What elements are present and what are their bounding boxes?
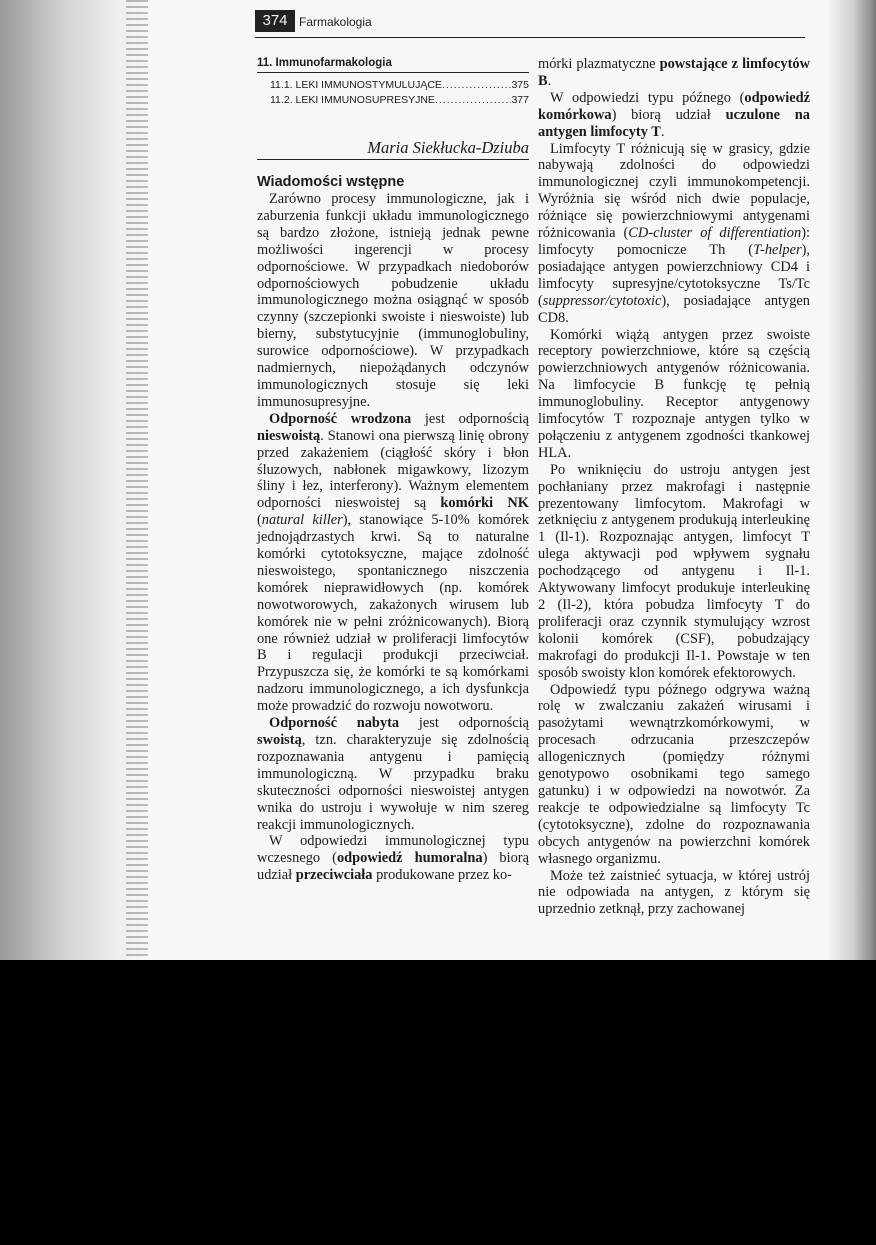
body-text: mórki plazmatyczne xyxy=(538,56,660,72)
body-text: ): limfocyty pomocnicze Th ( xyxy=(538,225,810,258)
paragraph xyxy=(538,462,810,682)
italic-term: T-helper xyxy=(753,241,802,258)
paragraph xyxy=(257,715,529,833)
body-text: Odpowiedź typu późnego odgrywa ważną rolę w zwalczaniu zakażeń wirusami i pasożytami wewnątrzkomórkowymi, w procesach odrzucania przeszczepów allogenicznych (pomiędzy różnymi genotypowo osobnikami tego samego gatunku) i w odpowiedzi na nowotwór. Za reakcje te odpowiedzialne są limfocyty Tc (cytotoksyczne), zdolne do rozpoznawania obcych antygenów na powierzchni komórek własnego organizmu. xyxy=(538,681,810,867)
body-text: Po wniknięciu do ustroju antygen jest pochłaniany przez makrofagi i następnie prezentowany limfocytom. Makrofagi w zetknięciu z antygenem produkują interleukinę 1 (Il-1). Rozpoznając antygen, limfocyt T ulega aktywacji pod wpływem sygnału pochodzącego od antygenu i Il-1. Aktywowany limfocyt produkuje interleukinę 2 (Il-2), która pobudza limfocyty T do proliferacji oraz czynnik stymulujący wzrost kolonii komórek (CSF), pobudzający makrofagi do produkcji Il-1. Powstaje w ten sposób swoisty klon komórek efektorowych. xyxy=(538,461,810,681)
body-text: jest odpornością xyxy=(411,410,529,427)
toc-label: 11.2. LEKI IMMUNOSUPRESYJNE xyxy=(270,94,435,106)
body-text: ) biorą udział xyxy=(257,850,529,884)
left-column xyxy=(257,56,529,884)
body-text: jest odpornością xyxy=(399,715,529,732)
body-text: Może też zaistnieć sytuacja, w której ustrój nie odpowiada na antygen, z którym się uprzednio zetknął, przy zachowanej xyxy=(538,867,810,918)
header-rule xyxy=(255,37,805,38)
bold-term: komórki NK xyxy=(440,495,529,512)
body-text: W odpowiedzi typu późnego ( xyxy=(550,89,745,106)
page-header xyxy=(255,10,805,38)
page-number: 374 xyxy=(255,10,295,32)
italic-term: suppressor/cytotoxic xyxy=(542,292,662,309)
paragraph xyxy=(257,191,529,411)
scan-shadow-left xyxy=(0,0,148,975)
paragraph xyxy=(538,141,810,327)
bold-term: odpowiedź komórkowa xyxy=(538,89,810,123)
italic-term: CD-cluster of differentiation xyxy=(628,225,802,242)
section-heading: Wiadomości wstępne xyxy=(257,174,405,190)
bold-term: uczulone na antygen limfocyty T xyxy=(538,106,810,140)
bold-term: Odporność nabyta xyxy=(269,715,400,732)
body-text: , tzn. charakteryzuje się zdolnością rozpoznawania antygenu i pamięcią immunologiczną. W przypadku braku skuteczności odporności nieswoistej antygen wnika do ustroju i wywołuje w nim szereg reakcji immunologicznych. xyxy=(257,732,529,833)
bold-term: odpowiedź humoralna xyxy=(336,850,483,867)
author: Maria Siekłucka-Dziuba xyxy=(257,138,529,160)
bold-term: swoistą xyxy=(257,732,302,748)
scan-shadow-right xyxy=(826,0,876,975)
body-text: ), stanowiące 5-10% komórek jednojądrzastych krwi. Są to naturalne komórki cytotoksyczne, mające zdolność nieswoistego, spontanicznego niszczenia komórek nieprawidłowych (np. komórek nowotworowych, zakażonych wirusem lub komórek nie w pełni zróżnicowanych). Biorą one również udział w proliferacji limfocytów B i regulacji produkcji przeciwciał. Przypuszcza się, że komórki te są komórkami nadzoru immunologicznego, a ich dysfunkcja może prowadzić do rozwoju nowotworu. xyxy=(257,512,529,715)
paragraph xyxy=(538,90,810,141)
paragraph xyxy=(257,833,529,884)
toc-entry[interactable] xyxy=(257,93,529,108)
body-text: ), posiadające antygen CD8. xyxy=(538,292,810,326)
bold-term: przeciwciała xyxy=(295,867,373,884)
body-text: ( xyxy=(257,512,262,529)
body-text: . Stanowi ona pierwszą linię obrony przed zakażeniem (ciągłość skóry i błon śluzowych, nabłonek migawkowy, lizozym śliny i łez, interferony). Ważnym elementem odporności nieswoistej są xyxy=(257,427,529,512)
body-text: produkowane przez ko- xyxy=(372,867,512,884)
toc-leader xyxy=(442,78,512,93)
body-text: Zarówno procesy immunologiczne, jak i zaburzenia funkcji układu immunologicznego są bardzo złożone, istnieją jednak pewne możliwości ingerencji w procesy odpornościowe. W przypadkach niedoborów odpornościowych pobudzenie układu immunologicznego można osiągnąć w sposób czynny (szczepionki swoiste i nieswoiste) lub bierny, substytucyjnie (immunoglobuliny, surowice odpornościowe). W przypadkach nadmiernych, niepożądanych odczynów immunologicznych stosuje się leki immunosupresyjne. xyxy=(257,191,529,410)
paragraph xyxy=(257,411,529,715)
body-text: W odpowiedzi immunologicznej typu wczesnego ( xyxy=(257,833,529,867)
toc-label: 11.1. LEKI IMMUNOSTYMULUJĄCE xyxy=(270,79,442,91)
body-text: Limfocyty T różnicują się w grasicy, gdzie nabywają zdolności do odpowiedzi immunologicznej czyli immunokompetencji. Wyróżnia się wśród nich dwie populacje, różniące się powierzchniowymi antygenami różnicowania ( xyxy=(538,140,810,242)
body-text: ) biorą udział xyxy=(611,106,726,123)
chapter-title: 11. Immunofarmakologia xyxy=(257,56,529,73)
body-text: ), posiadające antygen powierzchniowy CD4 i limfocyty supresyjne/cytotoksyczne Ts/Tc ( xyxy=(538,241,810,309)
paragraph xyxy=(538,868,810,919)
bold-term: powstające z limfocytów B xyxy=(538,56,810,89)
body-text: . xyxy=(547,72,552,89)
paragraph xyxy=(538,327,810,462)
body-text: . xyxy=(660,123,665,140)
toc-entry[interactable] xyxy=(257,78,529,93)
toc-page: 375 xyxy=(511,79,529,91)
bold-term: nieswoistą xyxy=(257,427,321,444)
paragraph xyxy=(538,56,810,90)
toc-page: 377 xyxy=(511,94,529,106)
paragraph xyxy=(538,682,810,868)
running-head: Farmakologia xyxy=(299,15,372,29)
body-text: Komórki wiążą antygen przez swoiste receptory powierzchniowe, które są częścią powierzchniowych antygenów różnicowania. Na limfocycie B funkcję tę pełnią immunoglobuliny. Receptor antygenowy limfocytów T rozpoznaje antygen tylko w połączeniu z antygenem zgodności tkankowej HLA. xyxy=(538,326,810,461)
bold-term: Odporność wrodzona xyxy=(269,410,412,427)
scan-black-border xyxy=(0,960,876,1245)
right-column xyxy=(538,56,810,918)
toc-leader xyxy=(435,93,512,108)
italic-term: natural killer xyxy=(261,512,343,529)
